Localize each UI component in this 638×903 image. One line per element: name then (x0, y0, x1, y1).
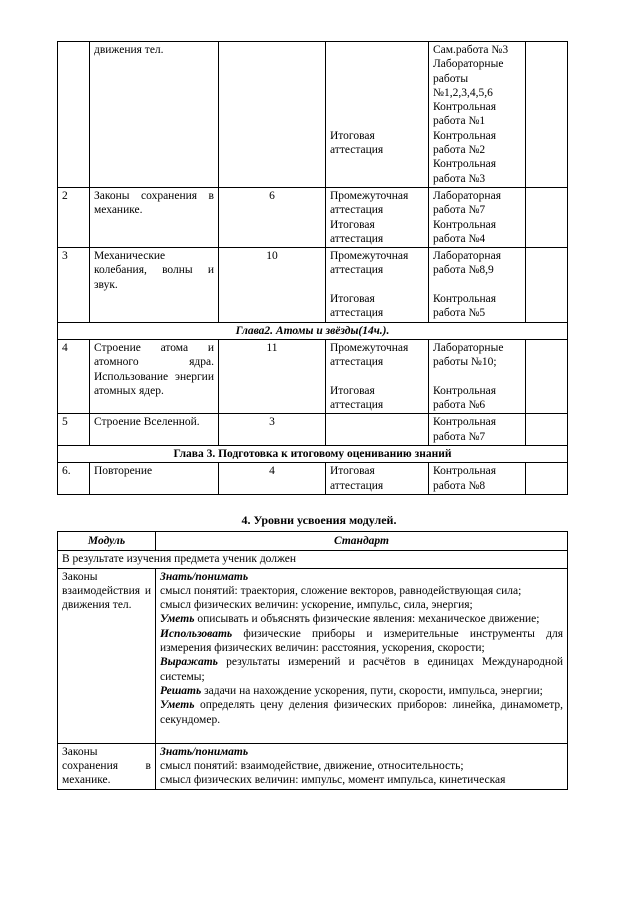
cell-line (433, 370, 521, 384)
cell-line: №1,2,3,4,5,6 (433, 86, 493, 99)
levels-table (57, 531, 568, 790)
standard-line (160, 612, 563, 626)
standard-line (160, 759, 563, 773)
standard-keyword: Знать/понимать (160, 570, 249, 583)
standard-text: смысл физических величин: ускорение, импульс, сила, энергия; (160, 599, 473, 612)
cell-line (330, 114, 424, 128)
hours-cell: 11 (219, 339, 326, 413)
assessment-cell (326, 42, 429, 188)
row-number: 2 (58, 187, 90, 247)
hours-cell: 3 (219, 414, 326, 446)
standard-keyword: Решать (160, 684, 202, 697)
cell-line (330, 370, 424, 384)
cell-line (330, 72, 424, 86)
cell-line (330, 57, 424, 71)
cell-line: Промежуточная (330, 250, 409, 263)
standard-keyword: Выражать (160, 656, 218, 669)
hours-cell: 4 (219, 463, 326, 495)
cell-line: Итоговая (330, 129, 375, 142)
table-row (58, 248, 568, 322)
assessment-cell (326, 463, 429, 495)
standard-line (160, 773, 563, 787)
section-title: 4. Уровни усвоения модулей. (241, 513, 397, 527)
hours-cell: 6 (219, 187, 326, 247)
topic-cell: Законы сохранения в механике. (90, 187, 219, 247)
cell-line: Итоговая (330, 218, 375, 231)
standard-keyword: Знать/понимать (160, 745, 249, 758)
works-cell (429, 187, 526, 247)
empty-cell (526, 339, 568, 413)
cell-line: Лабораторные (433, 58, 504, 71)
cell-line: Контрольная (433, 293, 497, 306)
topic-cell: Строение Вселенной. (90, 414, 219, 446)
cell-line: Итоговая (330, 384, 375, 397)
works-cell (429, 42, 526, 188)
works-cell (429, 248, 526, 322)
chapter-row (58, 446, 568, 463)
chapter-title: Глава 3. Подготовка к итоговому оцениванию знаний (58, 446, 568, 463)
topic-cell: Повторение (90, 463, 219, 495)
cell-line: аттестация (330, 356, 384, 369)
standard-line (160, 598, 563, 612)
topic-cell: Механические колебания, волны и звук. (90, 248, 219, 322)
empty-cell (526, 248, 568, 322)
module-row (58, 743, 568, 789)
row-number: 4 (58, 339, 90, 413)
cell-line: работа №7 (433, 430, 486, 443)
empty-cell (526, 414, 568, 446)
cell-line: аттестация (330, 144, 384, 157)
cell-line: аттестация (330, 232, 384, 245)
standard-line (160, 655, 563, 684)
cell-line (330, 278, 424, 292)
empty-cell (526, 42, 568, 188)
cell-line: работа №1 (433, 115, 486, 128)
standard-keyword: Уметь (160, 613, 195, 626)
standard-text: результаты измерений и расчётов в единицах Международной системы; (160, 656, 563, 683)
cell-line: Лабораторные (433, 341, 504, 354)
works-cell (429, 414, 526, 446)
standard-text: смысл понятий: траектория, сложение векторов, равнодействующая сила; (160, 584, 522, 597)
cell-line: Лабораторная (433, 189, 501, 202)
cell-line: работа №7 (433, 204, 486, 217)
assessment-cell (326, 339, 429, 413)
cell-line: Контрольная (433, 158, 497, 171)
cell-line: Контрольная (433, 129, 497, 142)
standard-text: смысл физических величин: импульс, момент импульса, кинетическая (160, 774, 506, 787)
cell-line: работа №4 (433, 232, 486, 245)
standard-keyword: Использовать (160, 627, 233, 640)
topic-cell: движения тел. (90, 42, 219, 188)
table-row (58, 414, 568, 446)
standard-line (160, 745, 563, 759)
chapter-row (58, 322, 568, 339)
module-name: Законы сохранения в механике. (58, 743, 156, 789)
standard-text: определять цену деления физических приборов: линейка, динамометр, секундомер. (160, 699, 563, 726)
cell-line: работы (433, 72, 469, 85)
standard-text: смысл понятий: взаимодействие, движение, относительность; (160, 760, 464, 773)
assessment-cell (326, 414, 429, 446)
cell-line: Сам.работа №3 (433, 44, 509, 56)
assessment-cell (326, 248, 429, 322)
cell-line: аттестация (330, 204, 384, 217)
row-number: 6. (58, 463, 90, 495)
header-standard: Стандарт (156, 532, 568, 551)
standard-line (160, 698, 563, 727)
cell-line: работа №8 (433, 479, 486, 492)
cell-line: работа №8,9 (433, 264, 494, 277)
hours-cell: 10 (219, 248, 326, 322)
assessment-cell (326, 187, 429, 247)
cell-line: Лабораторная (433, 250, 501, 263)
cell-line: Контрольная (433, 384, 497, 397)
cell-line: Промежуточная (330, 341, 409, 354)
cell-line: работы №10; (433, 356, 497, 369)
cell-line: Контрольная (433, 465, 497, 478)
cell-line (330, 100, 424, 114)
standard-line (160, 684, 563, 698)
row-number: 3 (58, 248, 90, 322)
table-row (58, 42, 568, 188)
works-cell (429, 463, 526, 495)
module-row (58, 568, 568, 743)
cell-line (330, 43, 424, 57)
cell-line: Итоговая (330, 293, 375, 306)
cell-line (433, 278, 521, 292)
works-cell (429, 339, 526, 413)
row-number: 5 (58, 414, 90, 446)
empty-cell (526, 187, 568, 247)
standard-keyword: Уметь (160, 699, 195, 712)
intro-row: В результате изучения предмета ученик должен (58, 551, 568, 568)
standard-text: задачи на нахождение ускорения, пути, скорости, импульса, энергии; (201, 684, 543, 697)
cell-line: аттестация (330, 307, 384, 320)
study-plan-table (57, 41, 568, 495)
cell-line: работа №5 (433, 307, 486, 320)
cell-line: работа №2 (433, 144, 486, 157)
table-row (58, 463, 568, 495)
standard-line (160, 584, 563, 598)
cell-line (330, 86, 424, 100)
cell-line: Промежуточная (330, 189, 409, 202)
row-number (58, 42, 90, 188)
header-module: Модуль (58, 532, 156, 551)
standard-cell (156, 743, 568, 789)
cell-line: Контрольная (433, 416, 497, 429)
empty-cell (526, 463, 568, 495)
standard-line (160, 570, 563, 584)
module-name: Законы взаимодействия и движения тел. (58, 568, 156, 743)
standard-cell (156, 568, 568, 743)
standard-text: физические приборы и измерительные инструменты для измерения физических величин: расстояния, ускорения, скорости; (160, 627, 563, 655)
cell-line: Итоговая (330, 465, 375, 478)
chapter-title: Глава2. Атомы и звёзды(14ч.). (58, 322, 568, 339)
cell-line: Контрольная (433, 218, 497, 231)
standard-line (160, 627, 563, 656)
table-row (58, 339, 568, 413)
table-row (58, 187, 568, 247)
hours-cell (219, 42, 326, 188)
standard-text: описывать и объяснять физические явления: механическое движение; (194, 613, 540, 626)
topic-cell: Строение атома и атомного ядра. Использование энергии атомных ядер. (90, 339, 219, 413)
cell-line: аттестация (330, 479, 384, 492)
cell-line: аттестация (330, 399, 384, 412)
cell-line: работа №6 (433, 399, 486, 412)
cell-line: Контрольная (433, 101, 497, 114)
cell-line: аттестация (330, 264, 384, 277)
cell-line: работа №3 (433, 172, 486, 185)
